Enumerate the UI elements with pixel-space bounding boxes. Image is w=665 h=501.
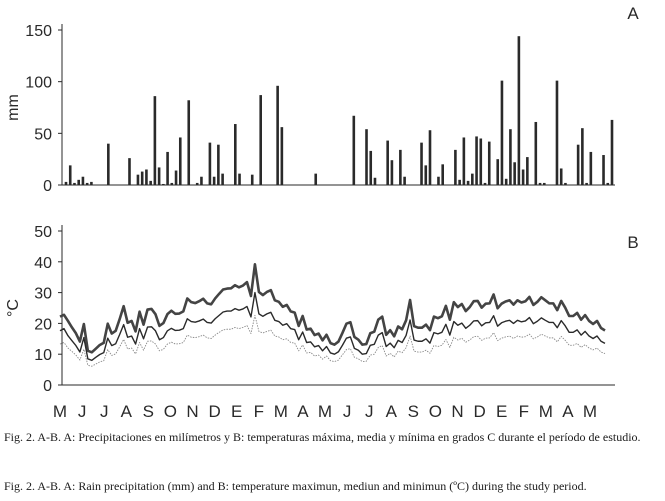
precipitation-bar	[73, 183, 76, 185]
precipitation-bar	[479, 139, 482, 186]
panel-b-x-tick-label: A	[385, 402, 397, 421]
precipitation-bar	[467, 181, 470, 185]
precipitation-bar	[475, 136, 478, 185]
precipitation-bar	[458, 180, 461, 185]
precipitation-bar	[505, 179, 508, 185]
precipitation-bar	[437, 177, 440, 185]
panel-b-x-tick-label: N	[186, 402, 199, 421]
panel-b-x-tick-label: F	[253, 402, 264, 421]
precipitation-bar	[577, 145, 580, 185]
panel-a-y-tick-label: 150	[25, 23, 52, 40]
precipitation-bar	[585, 183, 588, 185]
panel-b-x-tick-label: M	[538, 402, 553, 421]
precipitation-bar	[518, 36, 521, 185]
precipitation-bar	[234, 124, 237, 185]
panel-b-x-tick-label: J	[99, 402, 109, 421]
precipitation-bar	[365, 129, 368, 185]
temperature-max-line	[60, 264, 605, 352]
panel-a-y-tick-label: 0	[43, 178, 52, 195]
precipitation-bar	[374, 178, 377, 185]
panel-b-x-tick-label: J	[342, 402, 352, 421]
precipitation-bar	[158, 167, 161, 185]
precipitation-bar	[141, 172, 144, 185]
precipitation-bar	[463, 137, 466, 185]
precipitation-bar	[441, 164, 444, 185]
panel-a-y-label: mm	[5, 94, 22, 121]
precipitation-bar	[369, 151, 372, 185]
panel-b-x-tick-label: O	[163, 402, 178, 421]
precipitation-bar	[259, 95, 262, 185]
precipitation-bar	[128, 158, 131, 185]
precipitation-bar	[137, 175, 140, 185]
precipitation-bar	[526, 157, 529, 185]
precipitation-bar	[509, 129, 512, 185]
panel-b-x-tick-label: M	[52, 402, 68, 421]
precipitation-bar	[471, 174, 474, 185]
precipitation-bar	[581, 128, 584, 185]
precipitation-bar	[488, 142, 491, 185]
precipitation-bar	[86, 183, 89, 185]
caption-spanish: Fig. 2. A-B. A: Precipitaciones en milímetros y B: temperaturas máxima, media y mínima en grados C durante el período de estudio.	[4, 430, 641, 444]
precipitation-bar	[539, 183, 542, 185]
precipitation-bar	[238, 174, 241, 185]
precipitation-bar	[314, 174, 317, 185]
precipitation-bar	[386, 141, 389, 185]
precipitation-bar	[560, 168, 563, 185]
precipitation-bar	[217, 145, 220, 185]
panel-b-x-tick-label: E	[231, 402, 243, 421]
panel-b-x-tick-label: E	[496, 402, 508, 421]
precipitation-bar	[399, 150, 402, 185]
panel-b-x-tick-label: D	[473, 402, 486, 421]
precipitation-bar	[162, 184, 165, 185]
precipitation-bar	[276, 86, 279, 185]
panel-a-precipitation	[5, 4, 639, 195]
panel-b-y-tick-label: 0	[43, 378, 52, 395]
precipitation-bar	[454, 150, 457, 185]
precipitation-bar	[221, 174, 224, 185]
panel-b-x-tick-label: S	[142, 402, 154, 421]
precipitation-bar	[179, 137, 182, 185]
precipitation-bar	[391, 160, 394, 185]
precipitation-bar	[522, 170, 525, 186]
panel-b-x-tick-label: M	[582, 402, 598, 421]
panel-a-y-tick-label: 100	[25, 74, 52, 92]
precipitation-bar	[513, 162, 516, 185]
precipitation-bar	[82, 177, 85, 185]
panel-b-x-tick-label: M	[273, 402, 288, 421]
panel-b-x-tick-label: A	[297, 402, 309, 421]
precipitation-bar	[251, 175, 254, 185]
precipitation-bar	[420, 143, 423, 185]
precipitation-bar	[213, 177, 216, 185]
panel-b-x-tick-label: J	[77, 402, 87, 421]
panel-b-x-tick-label: A	[120, 402, 132, 421]
precipitation-bar	[353, 116, 356, 185]
panel-b-x-tick-label: S	[407, 402, 419, 421]
precipitation-bar	[424, 165, 427, 185]
panel-b-x-tick-label: F	[518, 402, 529, 421]
precipitation-bar	[107, 144, 110, 185]
panel-b-x-tick-label: M	[317, 402, 333, 421]
precipitation-bar	[590, 152, 593, 185]
panel-b-temperature	[5, 224, 639, 421]
panel-b-x-tick-label: D	[208, 402, 221, 421]
precipitation-bar	[69, 165, 72, 185]
panel-b-y-tick-label: 20	[34, 316, 52, 334]
precipitation-bar	[543, 183, 546, 185]
precipitation-bar	[171, 183, 174, 185]
panel-b-y-tick-label: 40	[34, 254, 52, 272]
panel-b-y-label: °C	[5, 299, 22, 317]
precipitation-bar	[602, 155, 605, 185]
caption-english: Fig. 2. A-B. A: Rain precipitation (mm) and B: temperature maximun, mediun and minimun (ºC) during the study period.	[4, 479, 587, 493]
precipitation-bar	[281, 127, 284, 185]
precipitation-bar	[484, 183, 487, 185]
precipitation-bar	[77, 180, 80, 185]
precipitation-bar	[154, 96, 157, 185]
precipitation-bar	[166, 152, 169, 185]
precipitation-bar	[501, 81, 504, 185]
panel-b-label: B	[627, 233, 639, 252]
precipitation-bar	[209, 143, 212, 185]
panel-b-x-tick-label: A	[562, 402, 574, 421]
precipitation-bar	[564, 183, 567, 185]
panel-b-y-tick-label: 50	[34, 224, 52, 241]
precipitation-bar	[65, 182, 68, 185]
panel-a-label: A	[627, 4, 639, 23]
precipitation-bar	[403, 177, 406, 185]
precipitation-bar	[145, 170, 148, 186]
precipitation-bar	[175, 171, 178, 185]
panel-a-y-tick-label: 50	[34, 126, 52, 144]
precipitation-bar	[149, 181, 152, 185]
panel-b-y-tick-label: 30	[34, 285, 52, 303]
precipitation-bar	[429, 130, 432, 185]
precipitation-bar	[611, 120, 614, 185]
precipitation-bar	[535, 122, 538, 185]
panel-b-x-tick-label: N	[451, 402, 464, 421]
panel-b-x-tick-label: O	[428, 402, 443, 421]
precipitation-bar	[187, 100, 190, 185]
precipitation-bar	[606, 183, 609, 185]
precipitation-bar	[496, 159, 499, 185]
precipitation-bar	[90, 182, 93, 185]
precipitation-bar	[556, 81, 559, 185]
precipitation-bar	[196, 183, 199, 185]
panel-b-y-tick-label: 10	[34, 347, 52, 365]
panel-b-x-tick-label: J	[364, 402, 374, 421]
precipitation-bar	[200, 177, 203, 185]
